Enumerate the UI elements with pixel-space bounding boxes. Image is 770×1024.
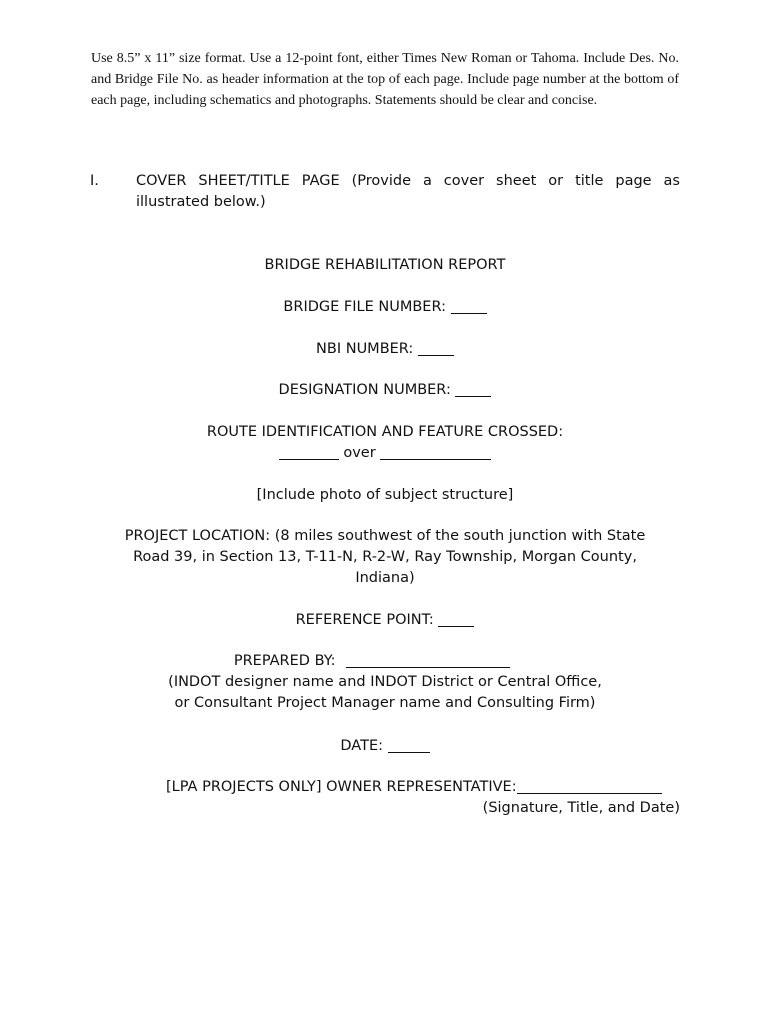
- route-identification-label: ROUTE IDENTIFICATION AND FEATURE CROSSED:: [206, 424, 564, 440]
- route-over-word: over: [343, 445, 376, 461]
- reference-point-line: [90, 610, 680, 631]
- designation-number-blank: [455, 382, 491, 397]
- bridge-file-number-label: BRIDGE FILE NUMBER:: [283, 299, 446, 315]
- report-title: BRIDGE REHABILITATION REPORT: [264, 257, 506, 273]
- owner-representative-line: [166, 777, 680, 798]
- date-label: DATE:: [340, 738, 383, 754]
- reference-point-label: REFERENCE POINT:: [295, 612, 434, 628]
- prepared-by-blank: [346, 653, 510, 668]
- feature-crossed-blank: [380, 445, 491, 460]
- prepared-by-note-2: or Consultant Project Manager name and Consulting Firm): [174, 695, 596, 711]
- prepared-by-note-1: (INDOT designer name and INDOT District or Central Office,: [168, 674, 602, 690]
- route-feature-line: [90, 443, 680, 464]
- designation-number-label: DESIGNATION NUMBER:: [278, 382, 451, 398]
- prepared-by-block: [90, 651, 680, 714]
- project-location: PROJECT LOCATION: (8 miles southwest of the south junction with State Road 39, in Section 13, T-11-N, R-2-W, Ray Township, Morgan County, Indiana): [124, 528, 646, 586]
- section-number: I.: [90, 173, 99, 189]
- route-blank: [279, 445, 339, 460]
- owner-representative-block: [90, 777, 680, 819]
- bridge-file-number-blank: [451, 299, 487, 314]
- prepared-by-label: PREPARED BY:: [233, 653, 336, 669]
- section-cover-sheet: [90, 171, 680, 213]
- date-blank: [388, 738, 430, 753]
- section-heading: COVER SHEET/TITLE PAGE (Provide a cover sheet or title page as illustrated below.): [136, 173, 680, 210]
- photo-note: [Include photo of subject structure]: [256, 487, 514, 503]
- nbi-number-label: NBI NUMBER:: [316, 341, 414, 357]
- reference-point-blank: [438, 612, 474, 627]
- designation-number-line: [90, 380, 680, 401]
- bridge-file-number-line: [90, 297, 680, 318]
- nbi-number-line: [90, 339, 680, 360]
- owner-representative-blank: [517, 779, 662, 794]
- formatting-instructions: Use 8.5” x 11” size format. Use a 12-point font, either Times New Roman or Tahoma. Include Des. No. and Bridge File No. as header information at the top of each page. Include page number at the bottom of each page, including schematics and photographs. Statements should be clear and concise.: [91, 51, 679, 108]
- prepared-by-line: [64, 651, 680, 672]
- owner-representative-label: [LPA PROJECTS ONLY] OWNER REPRESENTATIVE:: [166, 779, 517, 795]
- owner-representative-note: (Signature, Title, and Date): [482, 800, 680, 816]
- date-line: [90, 736, 680, 757]
- nbi-number-blank: [418, 341, 454, 356]
